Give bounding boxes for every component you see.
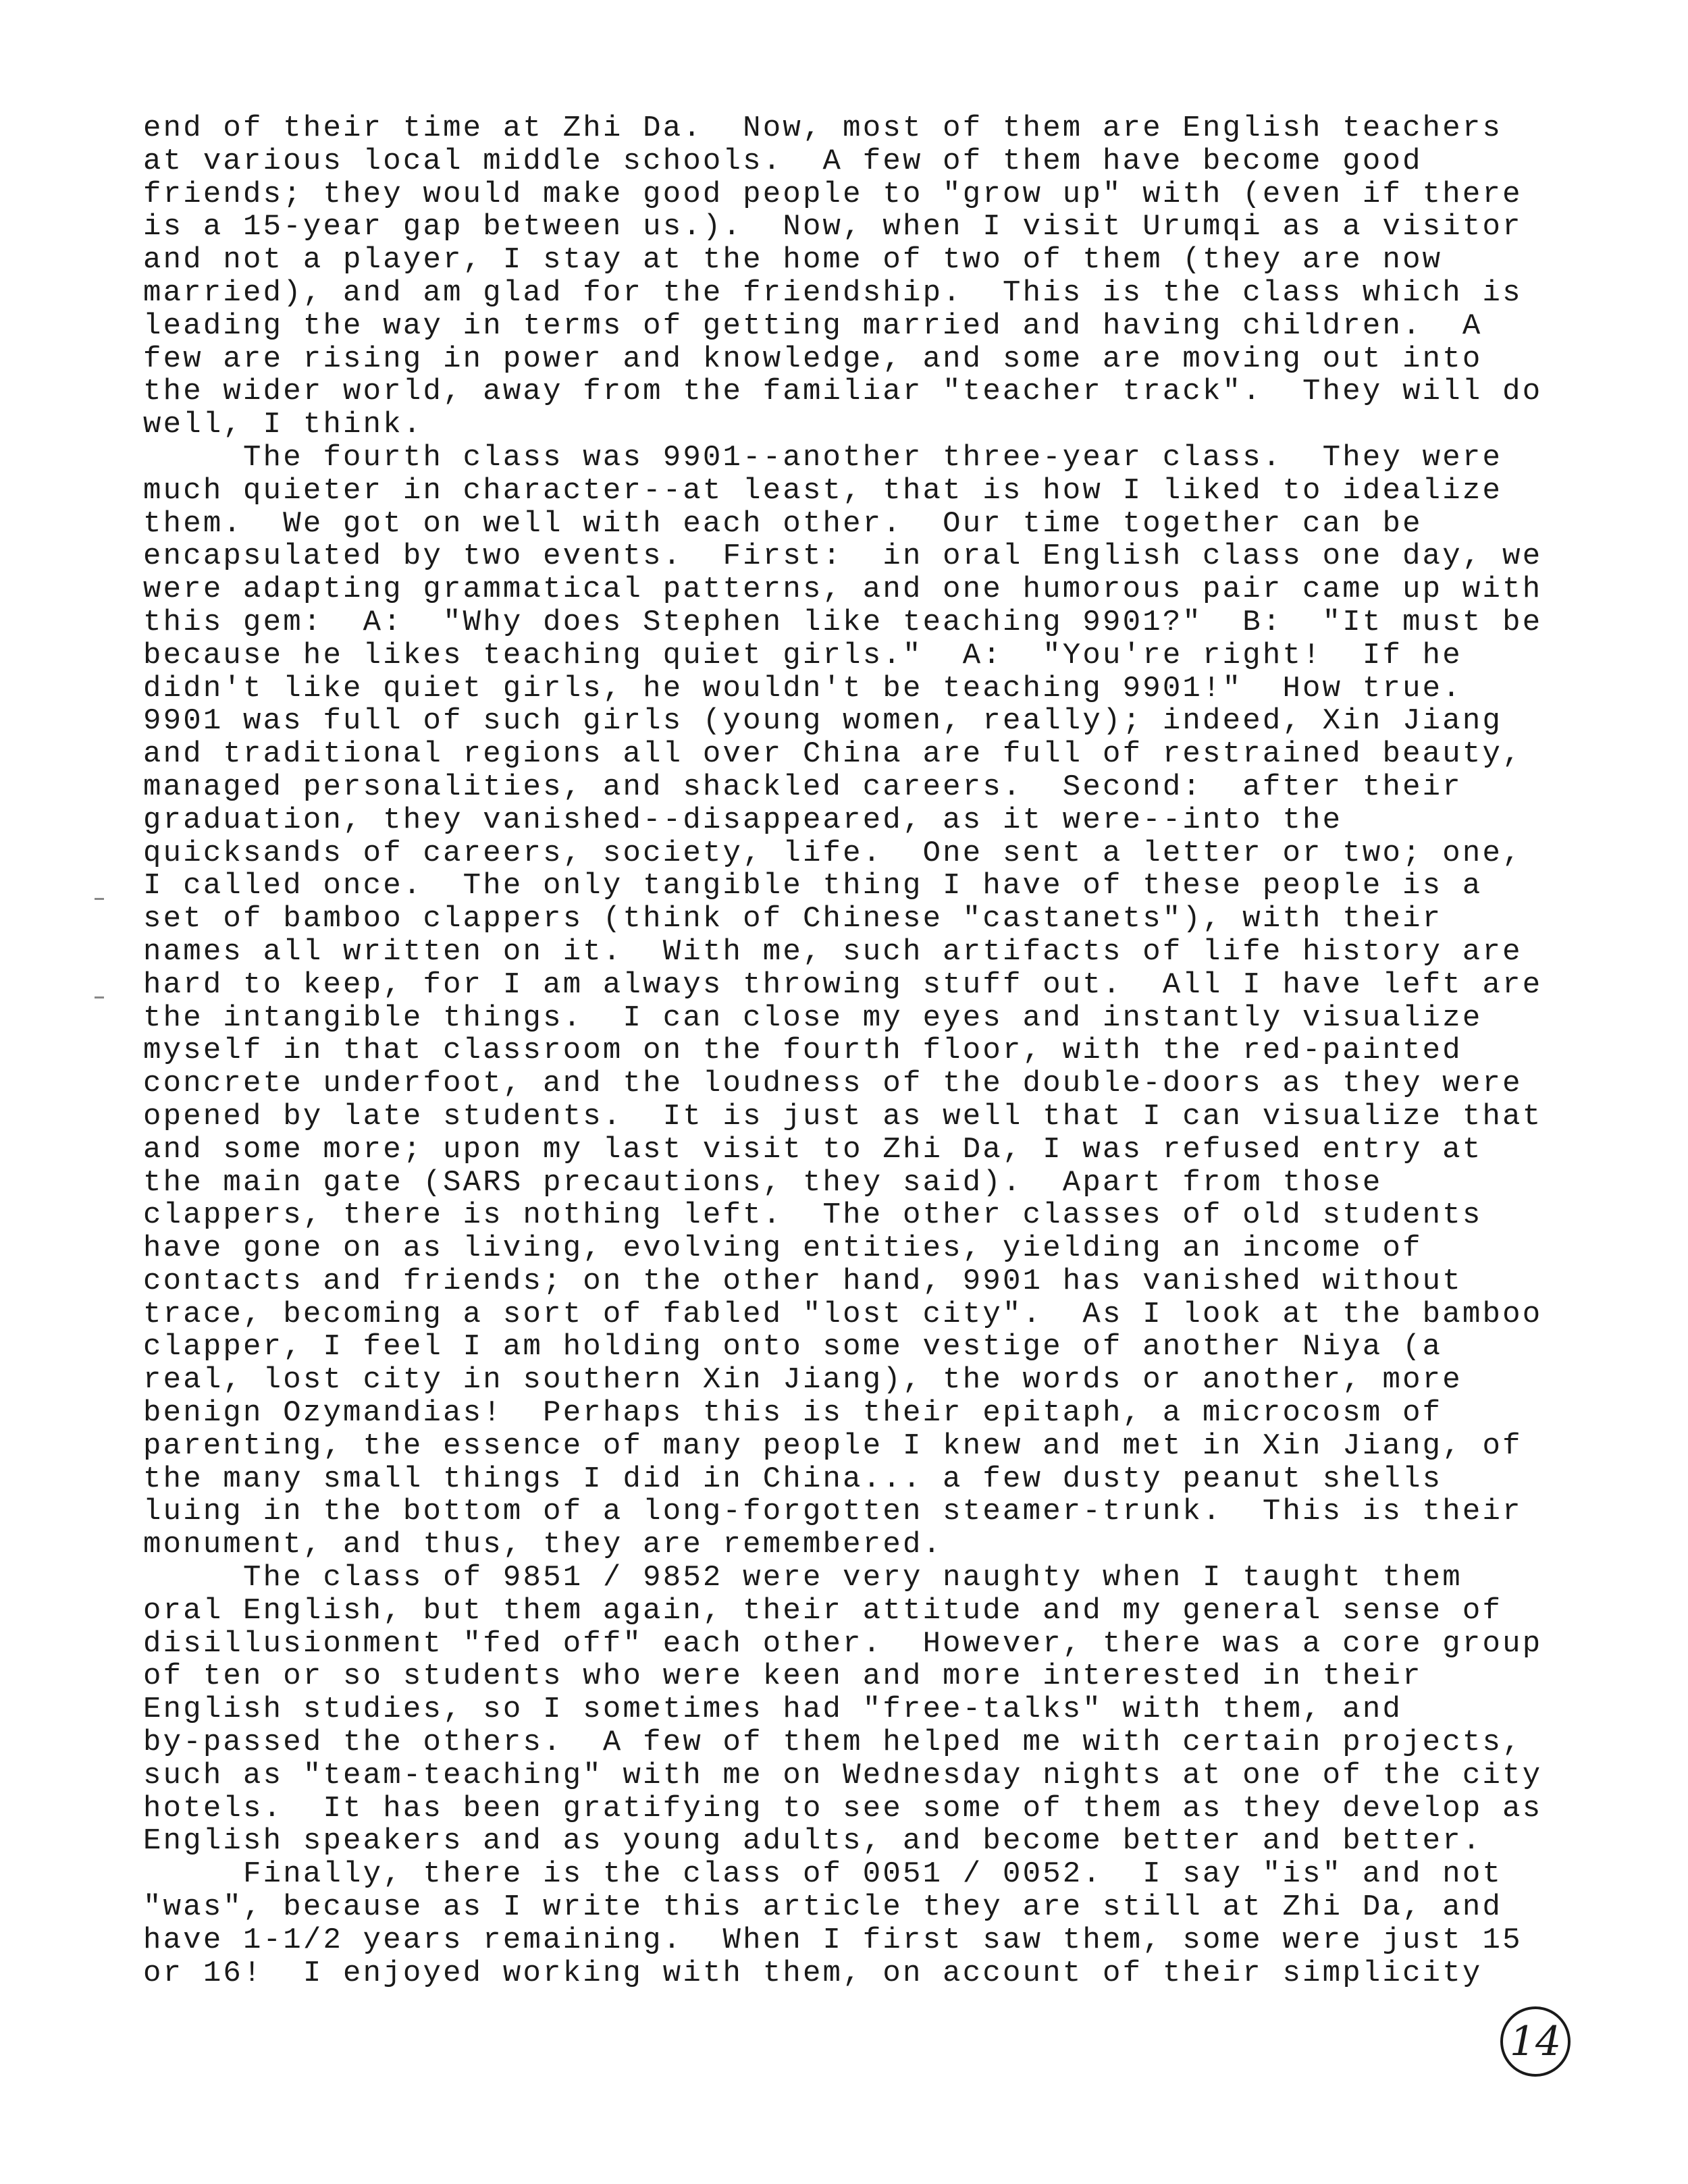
text-line: myself in that classroom on the fourth floor, with the red-painted — [143, 1034, 1462, 1068]
text-line: hotels. It has been gratifying to see some of them as they develop as — [143, 1791, 1543, 1826]
text-line: set of bamboo clappers (think of Chinese "castanets"), with their — [143, 902, 1443, 936]
text-line: "was", because as I write this article they are still at Zhi Da, and — [143, 1890, 1503, 1925]
text-line: I called once. The only tangible thing I have of these people is a — [143, 869, 1483, 903]
body-text — [143, 112, 1568, 1990]
text-line: of ten or so students who were keen and more interested in their — [143, 1659, 1423, 1694]
text-line: friends; they would make good people to "grow up" with (even if there — [143, 177, 1523, 211]
margin-mark — [95, 996, 104, 998]
text-line: hard to keep, for I am always throwing stuff out. All I have left are — [143, 967, 1543, 1002]
text-line: have gone on as living, evolving entities, yielding an income of — [143, 1231, 1423, 1266]
text-line: or 16! I enjoyed working with them, on account of their simplicity — [143, 1956, 1483, 1990]
text-line: the intangible things. I can close my eyes and instantly visualize — [143, 1001, 1483, 1035]
text-line: parenting, the essence of many people I knew and met in Xin Jiang, of — [143, 1429, 1523, 1463]
text-line: English studies, so I sometimes had "free-talks" with them, and — [143, 1693, 1403, 1727]
text-line: such as "team-teaching" with me on Wednesday nights at one of the city — [143, 1758, 1543, 1792]
text-line: and not a player, I stay at the home of two of them (they are now — [143, 243, 1443, 277]
text-line: the wider world, away from the familiar "teacher track". They will do — [143, 375, 1543, 409]
text-line: contacts and friends; on the other hand, 9901 has vanished without — [143, 1264, 1462, 1298]
text-line: trace, becoming a sort of fabled "lost city". As I look at the bamboo — [143, 1297, 1543, 1331]
text-line: the many small things I did in China... a few dusty peanut shells — [143, 1462, 1443, 1496]
text-line: much quieter in character--at least, that is how I liked to idealize — [143, 473, 1503, 508]
text-line: at various local middle schools. A few of them have become good — [143, 144, 1423, 178]
text-line: them. We got on well with each other. Our time together can be — [143, 506, 1423, 541]
text-line: encapsulated by two events. First: in oral English class one day, we — [143, 539, 1543, 574]
text-line: real, lost city in southern Xin Jiang), the words or another, more — [143, 1363, 1462, 1397]
text-line: concrete underfoot, and the loudness of the double-doors as they were — [143, 1067, 1523, 1101]
text-line: the main gate (SARS precautions, they said). Apart from those — [143, 1165, 1383, 1200]
page-number: 14 — [1500, 2006, 1571, 2077]
text-line: end of their time at Zhi Da. Now, most of them are English teachers — [143, 111, 1503, 145]
text-line: managed personalities, and shackled careers. Second: after their — [143, 770, 1462, 804]
text-line: oral English, but them again, their attitude and my general sense of — [143, 1593, 1503, 1628]
text-line: English speakers and as young adults, and become better and better. — [143, 1824, 1483, 1859]
text-line: disillusionment "fed off" each other. However, there was a core group — [143, 1626, 1543, 1661]
text-line: Finally, there is the class of 0051 / 0052. I say "is" and not — [143, 1857, 1503, 1892]
text-line: 9901 was full of such girls (young women, really); indeed, Xin Jiang — [143, 704, 1503, 739]
text-line: luing in the bottom of a long-forgotten steamer-trunk. This is their — [143, 1495, 1523, 1529]
text-line: were adapting grammatical patterns, and one humorous pair came up with — [143, 572, 1543, 607]
text-line: is a 15-year gap between us.). Now, when I visit Urumqi as a visitor — [143, 210, 1523, 244]
text-line: married), and am glad for the friendship. This is the class which is — [143, 275, 1523, 310]
text-line: quicksands of careers, society, life. One sent a letter or two; one, — [143, 836, 1523, 870]
text-line: few are rising in power and knowledge, and some are moving out into — [143, 342, 1483, 376]
text-line: didn't like quiet girls, he wouldn't be teaching 9901!" How true. — [143, 671, 1462, 705]
text-line: The fourth class was 9901--another three-year class. They were — [143, 440, 1503, 475]
text-line: because he likes teaching quiet girls." A: "You're right! If he — [143, 638, 1462, 672]
text-line: have 1-1/2 years remaining. When I first saw them, some were just 15 — [143, 1923, 1523, 1957]
margin-mark — [95, 898, 104, 900]
text-line: well, I think. — [143, 408, 423, 442]
text-line: clapper, I feel I am holding onto some vestige of another Niya (a — [143, 1330, 1443, 1364]
text-line: opened by late students. It is just as well that I can visualize that — [143, 1099, 1543, 1134]
text-line: names all written on it. With me, such artifacts of life history are — [143, 934, 1523, 969]
text-line: and some more; upon my last visit to Zhi Da, I was refused entry at — [143, 1132, 1483, 1167]
text-line: graduation, they vanished--disappeared, as it were--into the — [143, 803, 1343, 837]
text-line: and traditional regions all over China are full of restrained beauty, — [143, 737, 1523, 772]
text-line: monument, and thus, they are remembered. — [143, 1528, 943, 1562]
text-line: The class of 9851 / 9852 were very naughty when I taught them — [143, 1561, 1462, 1595]
text-line: benign Ozymandias! Perhaps this is their epitaph, a microcosm of — [143, 1396, 1443, 1431]
text-line: clappers, there is nothing left. The other classes of old students — [143, 1198, 1483, 1233]
text-line: leading the way in terms of getting married and having children. A — [143, 309, 1483, 343]
text-line: this gem: A: "Why does Stephen like teaching 9901?" B: "It must be — [143, 605, 1543, 639]
text-line: by-passed the others. A few of them helped me with certain projects, — [143, 1726, 1523, 1760]
